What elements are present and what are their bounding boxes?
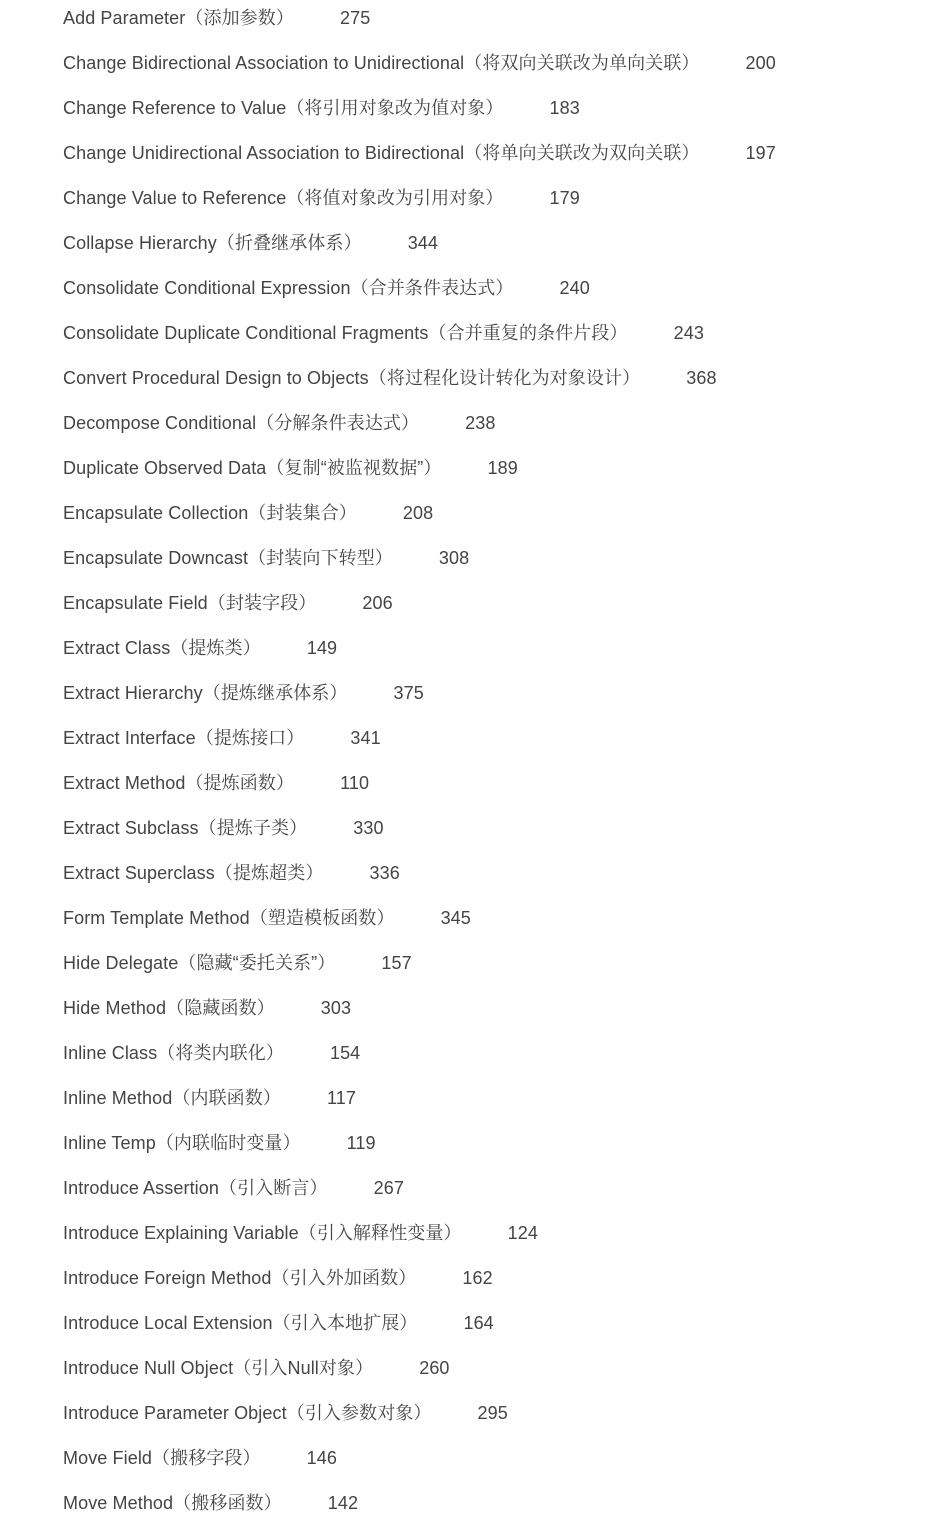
entry-name: Change Reference to Value — [63, 98, 287, 118]
entry-page-number: 238 — [465, 413, 496, 433]
entry-page-number: 243 — [673, 323, 704, 343]
entry-name: Introduce Explaining Variable — [63, 1223, 299, 1243]
entry-name: Inline Class — [63, 1043, 158, 1063]
list-item — [63, 726, 381, 750]
entry-chinese-name: （搬移字段） — [152, 1448, 261, 1468]
entry-name: Inline Temp — [63, 1133, 156, 1153]
entry-page-number: 341 — [350, 728, 381, 748]
entry-page-number: 200 — [745, 53, 776, 73]
entry-page-number: 260 — [419, 1358, 450, 1378]
entry-name: Introduce Null Object — [63, 1358, 234, 1378]
entry-chinese-name: （封装字段） — [207, 593, 317, 613]
list-item — [63, 1041, 360, 1065]
entry-page-number: 267 — [373, 1178, 404, 1198]
entry-name: Extract Class — [63, 638, 171, 658]
entry-page-number: 344 — [407, 233, 439, 253]
list-item — [63, 276, 590, 300]
entry-name: Change Value to Reference — [63, 188, 287, 208]
list-item — [63, 1176, 404, 1200]
entry-name: Move Method — [63, 1493, 174, 1513]
entry-page-number: 162 — [462, 1268, 493, 1288]
entry-page-number: 146 — [306, 1448, 337, 1468]
entry-name: Hide Delegate — [63, 953, 179, 973]
entry-page-number: 336 — [369, 863, 400, 883]
entry-page-number: 303 — [320, 998, 352, 1018]
entry-chinese-name: （搬移函数） — [173, 1493, 282, 1513]
entry-name: Change Unidirectional Association to Bidirectional — [63, 143, 465, 163]
list-item — [63, 1491, 358, 1515]
list-item — [63, 186, 580, 210]
list-item — [63, 411, 495, 435]
list-item — [63, 996, 351, 1020]
entry-page-number: 345 — [440, 908, 471, 928]
entry-chinese-name: （提炼继承体系） — [202, 683, 348, 703]
entry-chinese-name: （引入解释性变量） — [298, 1223, 462, 1243]
entry-chinese-name: （提炼类） — [170, 638, 261, 658]
entry-name: Extract Method — [63, 773, 186, 793]
entry-name: Collapse Hierarchy — [63, 233, 217, 253]
entry-name: Inline Method — [63, 1088, 173, 1108]
entry-name: Encapsulate Field — [63, 593, 208, 613]
entry-name: Consolidate Duplicate Conditional Fragments — [63, 323, 429, 343]
entry-page-number: 154 — [329, 1043, 361, 1063]
list-item — [63, 1311, 494, 1335]
entry-page-number: 308 — [438, 548, 470, 568]
entry-chinese-name: （将值对象改为引用对象） — [286, 188, 504, 208]
entry-name: Move Field — [63, 1448, 153, 1468]
entry-chinese-name: （隐藏“委托关系”） — [178, 953, 336, 973]
list-item — [63, 1401, 508, 1425]
entry-name: Introduce Local Extension — [63, 1313, 273, 1333]
entry-chinese-name: （封装集合） — [248, 503, 357, 523]
list-item — [63, 141, 776, 165]
entry-name: Hide Method — [63, 998, 167, 1018]
entry-name: Extract Interface — [63, 728, 196, 748]
entry-chinese-name: （将类内联化） — [157, 1043, 284, 1063]
entry-page-number: 330 — [353, 818, 384, 838]
entry-chinese-name: （提炼函数） — [185, 773, 295, 793]
entry-chinese-name: （引入Null对象） — [233, 1358, 374, 1378]
list-item — [63, 1131, 376, 1155]
entry-name: Introduce Assertion — [63, 1178, 219, 1198]
list-item — [63, 906, 471, 930]
entry-chinese-name: （塑造模板函数） — [249, 908, 395, 928]
list-item — [63, 6, 370, 30]
entry-chinese-name: （折叠继承体系） — [216, 233, 362, 253]
entry-page-number: 208 — [402, 503, 434, 523]
entry-chinese-name: （添加参数） — [185, 8, 294, 28]
entry-page-number: 183 — [549, 98, 580, 118]
entry-name: Consolidate Conditional Expression — [63, 278, 351, 298]
list-item — [63, 951, 412, 975]
entry-name: Decompose Conditional — [63, 413, 257, 433]
entry-page-number: 110 — [340, 773, 370, 793]
entry-page-number: 295 — [477, 1403, 508, 1423]
entry-name: Encapsulate Downcast — [63, 548, 249, 568]
entry-name: Convert Procedural Design to Objects — [63, 368, 369, 388]
entry-chinese-name: （合并重复的条件片段） — [428, 323, 628, 343]
list-item — [63, 1221, 538, 1245]
list-item — [63, 51, 776, 75]
entry-page-number: 275 — [339, 8, 371, 28]
list-item — [63, 1356, 450, 1380]
list-item — [63, 636, 337, 660]
entry-chinese-name: （内联临时变量） — [155, 1133, 301, 1153]
entry-chinese-name: （内联函数） — [172, 1088, 281, 1108]
entry-page-number: 189 — [487, 458, 518, 478]
entry-chinese-name: （将过程化设计转化为对象设计） — [368, 368, 641, 388]
entry-name: Extract Subclass — [63, 818, 199, 838]
list-item — [63, 681, 424, 705]
entry-chinese-name: （将单向关联改为双向关联） — [464, 143, 700, 163]
entry-name: Form Template Method — [63, 908, 250, 928]
entry-chinese-name: （复制“被监视数据”） — [266, 458, 442, 478]
entry-page-number: 124 — [507, 1223, 538, 1243]
entry-chinese-name: （将双向关联改为单向关联） — [464, 53, 700, 73]
entry-page-number: 157 — [381, 953, 412, 973]
list-item — [63, 861, 400, 885]
entry-page-number: 206 — [362, 593, 393, 613]
entry-name: Extract Hierarchy — [63, 683, 203, 703]
entry-name: Change Bidirectional Association to Unidirectional — [63, 53, 465, 73]
entry-chinese-name: （提炼接口） — [195, 728, 305, 748]
entry-name: Introduce Foreign Method — [63, 1268, 272, 1288]
list-item — [63, 501, 433, 525]
entry-name: Introduce Parameter Object — [63, 1403, 287, 1423]
entry-page-number: 179 — [549, 188, 580, 208]
entry-chinese-name: （隐藏函数） — [166, 998, 275, 1018]
entry-chinese-name: （引入外加函数） — [271, 1268, 417, 1288]
list-item — [63, 591, 393, 615]
list-item — [63, 546, 469, 570]
entry-page-number: 240 — [559, 278, 590, 298]
entry-page-number: 117 — [326, 1088, 356, 1108]
list-item — [63, 816, 384, 840]
entry-chinese-name: （合并条件表达式） — [350, 278, 514, 298]
list-item — [63, 771, 369, 795]
entry-chinese-name: （提炼超类） — [214, 863, 324, 883]
entry-chinese-name: （引入参数对象） — [286, 1403, 432, 1423]
entry-name: Add Parameter — [63, 8, 186, 28]
entry-chinese-name: （将引用对象改为值对象） — [286, 98, 504, 118]
list-item — [63, 456, 518, 480]
entry-name: Duplicate Observed Data — [63, 458, 267, 478]
list-item — [63, 231, 438, 255]
entry-chinese-name: （引入本地扩展） — [272, 1313, 418, 1333]
entry-chinese-name: （提炼子类） — [198, 818, 308, 838]
list-item — [63, 1446, 337, 1470]
list-item — [63, 96, 580, 120]
entry-page-number: 197 — [745, 143, 776, 163]
list-item — [63, 366, 717, 390]
entry-page-number: 368 — [686, 368, 717, 388]
entry-page-number: 375 — [393, 683, 424, 703]
entry-page-number: 142 — [327, 1493, 359, 1513]
list-item — [63, 1086, 356, 1110]
entry-page-number: 119 — [346, 1133, 376, 1153]
list-item — [63, 321, 704, 345]
entry-name: Encapsulate Collection — [63, 503, 249, 523]
entry-page-number: 164 — [463, 1313, 494, 1333]
entry-page-number: 149 — [306, 638, 338, 658]
entry-name: Extract Superclass — [63, 863, 215, 883]
entry-chinese-name: （分解条件表达式） — [256, 413, 420, 433]
entry-chinese-name: （引入断言） — [219, 1178, 328, 1198]
list-item — [63, 1266, 493, 1290]
entry-chinese-name: （封装向下转型） — [248, 548, 393, 568]
